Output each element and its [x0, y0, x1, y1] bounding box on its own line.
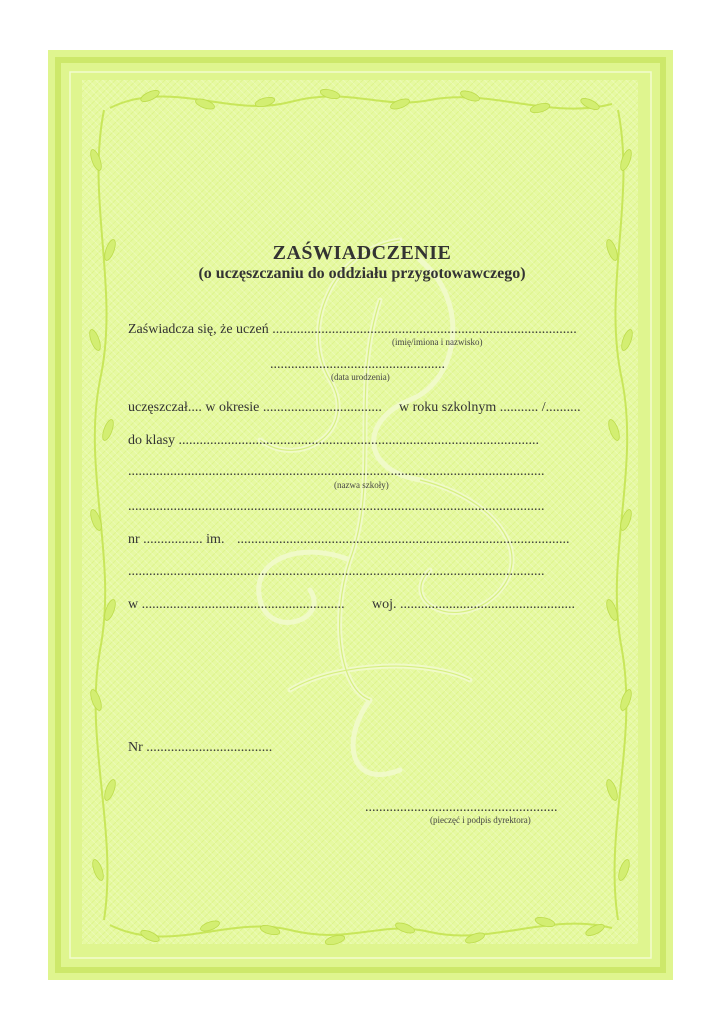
signature-line[interactable]: .......................................................	[365, 800, 558, 815]
birth-date-line[interactable]: ..................................................	[270, 357, 445, 372]
school-patron-line[interactable]: ...............................................................................................	[237, 532, 570, 547]
school-name-caption: (nazwa szkoły)	[334, 480, 389, 490]
voivodeship-line[interactable]: woj. ..................................................	[372, 597, 575, 612]
school-name-line-2[interactable]: .......................................................................................................................	[128, 499, 545, 514]
attendance-period-line[interactable]: uczęszczał.... w okresie ..................................	[128, 400, 382, 415]
document-title: ZAŚWIADCZENIE	[272, 242, 452, 264]
school-year-line[interactable]: w roku szkolnym ........... /..........	[399, 400, 581, 415]
top-leaves	[139, 88, 601, 115]
reference-number-line[interactable]: Nr ....................................	[128, 740, 273, 755]
student-name-caption: (imię/imiona i nazwisko)	[392, 337, 483, 347]
birth-date-caption: (data urodzenia)	[331, 372, 390, 382]
signature-caption: (pieczęć i podpis dyrektora)	[430, 815, 531, 825]
school-number-line[interactable]: nr ................. im.	[128, 532, 225, 547]
town-line[interactable]: w ..........................................................	[128, 597, 345, 612]
class-line[interactable]: do klasy .......................................................................................................	[128, 433, 540, 448]
student-name-line[interactable]: Zaświadcza się, że uczeń .......................................................................................	[128, 322, 577, 337]
document-subtitle: (o uczęszczaniu do oddziału przygotowawczego)	[198, 265, 526, 282]
school-name-line-1[interactable]: .......................................................................................................................	[128, 464, 545, 479]
extra-line[interactable]: .......................................................................................................................	[128, 564, 545, 579]
bottom-vine-ornament	[110, 924, 612, 937]
